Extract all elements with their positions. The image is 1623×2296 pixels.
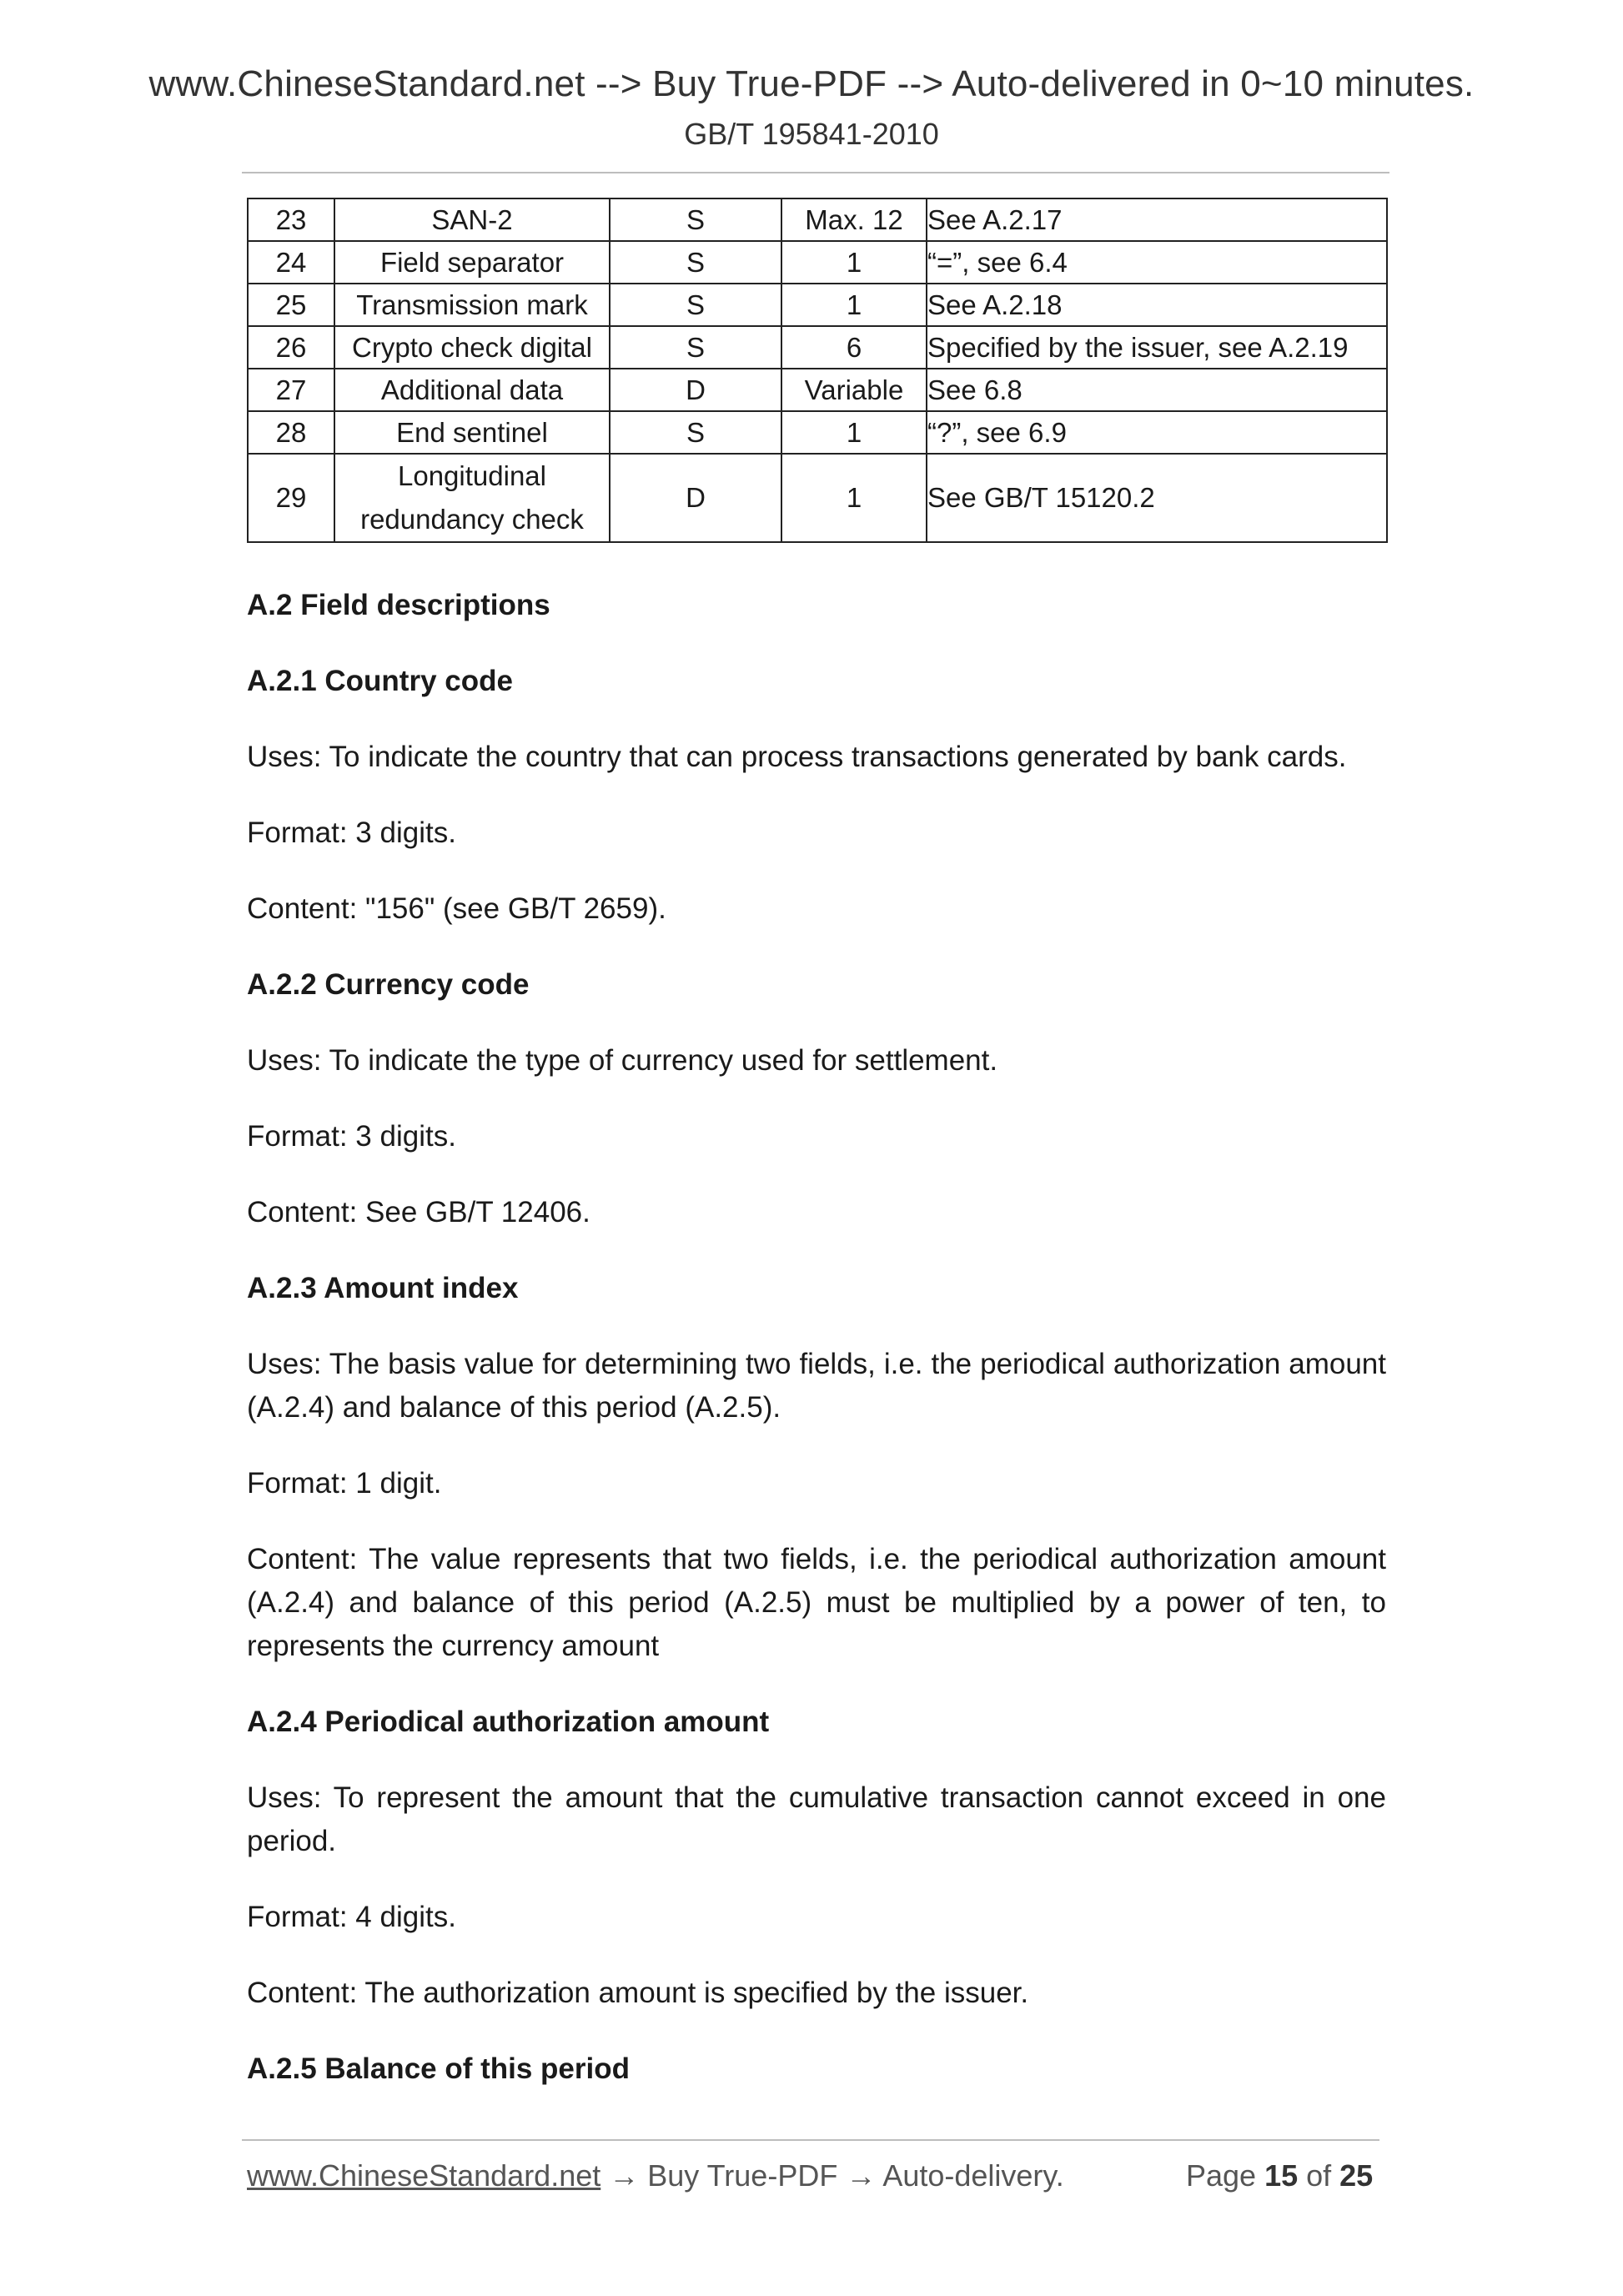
field-description: See GB/T 15120.2: [927, 454, 1387, 542]
field-attribute: S: [610, 284, 781, 326]
field-name-line2: redundancy check: [360, 504, 584, 535]
field-number: 29: [248, 454, 334, 542]
field-length: 6: [781, 326, 927, 369]
header-divider: [242, 172, 1389, 173]
table-row: [248, 326, 1387, 369]
field-number: 25: [248, 284, 334, 326]
field-table: [247, 198, 1388, 543]
field-number: 26: [248, 326, 334, 369]
field-name: [334, 454, 610, 542]
field-length: Variable: [781, 369, 927, 411]
field-description: “?”, see 6.9: [927, 411, 1387, 454]
section-heading-a24: A.2.4 Periodical authorization amount: [247, 1706, 770, 1738]
field-length: Max. 12: [781, 198, 927, 241]
page-prefix: Page: [1186, 2158, 1265, 2193]
paragraph-content: Content: The value represents that two fields, i.e. the periodical authorization amount (A.2.4) and balance of this period (A.2.5) must be multiplied by a power of ten, to represents the currency amount: [247, 1543, 1386, 1662]
paragraph-content: Content: "156" (see GB/T 2659).: [247, 892, 666, 925]
table-row: [248, 284, 1387, 326]
paragraph-uses: Uses: The basis value for determining two fields, i.e. the periodical authorization amount (A.2.4) and balance of this period (A.2.5).: [247, 1348, 1386, 1424]
field-name: Additional data: [334, 369, 610, 411]
field-description: See 6.8: [927, 369, 1387, 411]
field-length: 1: [781, 454, 927, 542]
section-heading-a21: A.2.1 Country code: [247, 665, 513, 697]
field-number: 23: [248, 198, 334, 241]
paragraph-uses: Uses: To indicate the country that can process transactions generated by bank cards.: [247, 741, 1347, 773]
field-name: End sentinel: [334, 411, 610, 454]
field-attribute: S: [610, 198, 781, 241]
footer-site-link[interactable]: www.ChineseStandard.net: [247, 2158, 601, 2193]
page-indicator: [1186, 2158, 1373, 2193]
paragraph-format: Format: 3 digits.: [247, 816, 456, 849]
section-heading-a23: A.2.3 Amount index: [247, 1272, 519, 1304]
paragraph-format: Format: 4 digits.: [247, 1901, 456, 1933]
table-row: [248, 241, 1387, 284]
field-number: 28: [248, 411, 334, 454]
field-length: 1: [781, 241, 927, 284]
paragraph-uses: Uses: To represent the amount that the cumulative transaction cannot exceed in one period.: [247, 1781, 1386, 1857]
paragraph-content: Content: See GB/T 12406.: [247, 1196, 590, 1228]
section-heading-a22: A.2.2 Currency code: [247, 968, 530, 1001]
table-row: [248, 369, 1387, 411]
field-attribute: S: [610, 241, 781, 284]
field-attribute: S: [610, 326, 781, 369]
field-number: 27: [248, 369, 334, 411]
table-row: [248, 454, 1387, 542]
page-total: 25: [1339, 2158, 1374, 2193]
table-row: [248, 198, 1387, 241]
field-description: See A.2.17: [927, 198, 1387, 241]
page-number: 15: [1264, 2158, 1299, 2193]
field-name: SAN-2: [334, 198, 610, 241]
field-description: Specified by the issuer, see A.2.19: [927, 326, 1387, 369]
header-banner: www.ChineseStandard.net --> Buy True-PDF --> Auto-delivered in 0~10 minutes.: [148, 63, 1475, 104]
footer-link-group: [247, 2158, 1064, 2193]
paragraph-uses: Uses: To indicate the type of currency used for settlement.: [247, 1044, 998, 1077]
table-row: [248, 411, 1387, 454]
field-number: 24: [248, 241, 334, 284]
field-name: Field separator: [334, 241, 610, 284]
field-description: “=”, see 6.4: [927, 241, 1387, 284]
field-attribute: D: [610, 369, 781, 411]
field-attribute: D: [610, 454, 781, 542]
section-heading-a25: A.2.5 Balance of this period: [247, 2052, 630, 2085]
field-name: Crypto check digital: [334, 326, 610, 369]
field-description: See A.2.18: [927, 284, 1387, 326]
footer-divider: [242, 2139, 1379, 2141]
field-name-line1: Longitudinal: [398, 460, 546, 491]
field-attribute: S: [610, 411, 781, 454]
footer-tagline: → Buy True-PDF → Auto-delivery.: [600, 2158, 1064, 2193]
paragraph-content: Content: The authorization amount is specified by the issuer.: [247, 1977, 1029, 2009]
document-number: GB/T 195841-2010: [684, 117, 939, 151]
paragraph-format: Format: 3 digits.: [247, 1120, 456, 1153]
field-length: 1: [781, 411, 927, 454]
field-length: 1: [781, 284, 927, 326]
paragraph-format: Format: 1 digit.: [247, 1467, 442, 1500]
section-heading-a2: A.2 Field descriptions: [247, 589, 550, 621]
field-name: Transmission mark: [334, 284, 610, 326]
page-of: of: [1298, 2158, 1340, 2193]
